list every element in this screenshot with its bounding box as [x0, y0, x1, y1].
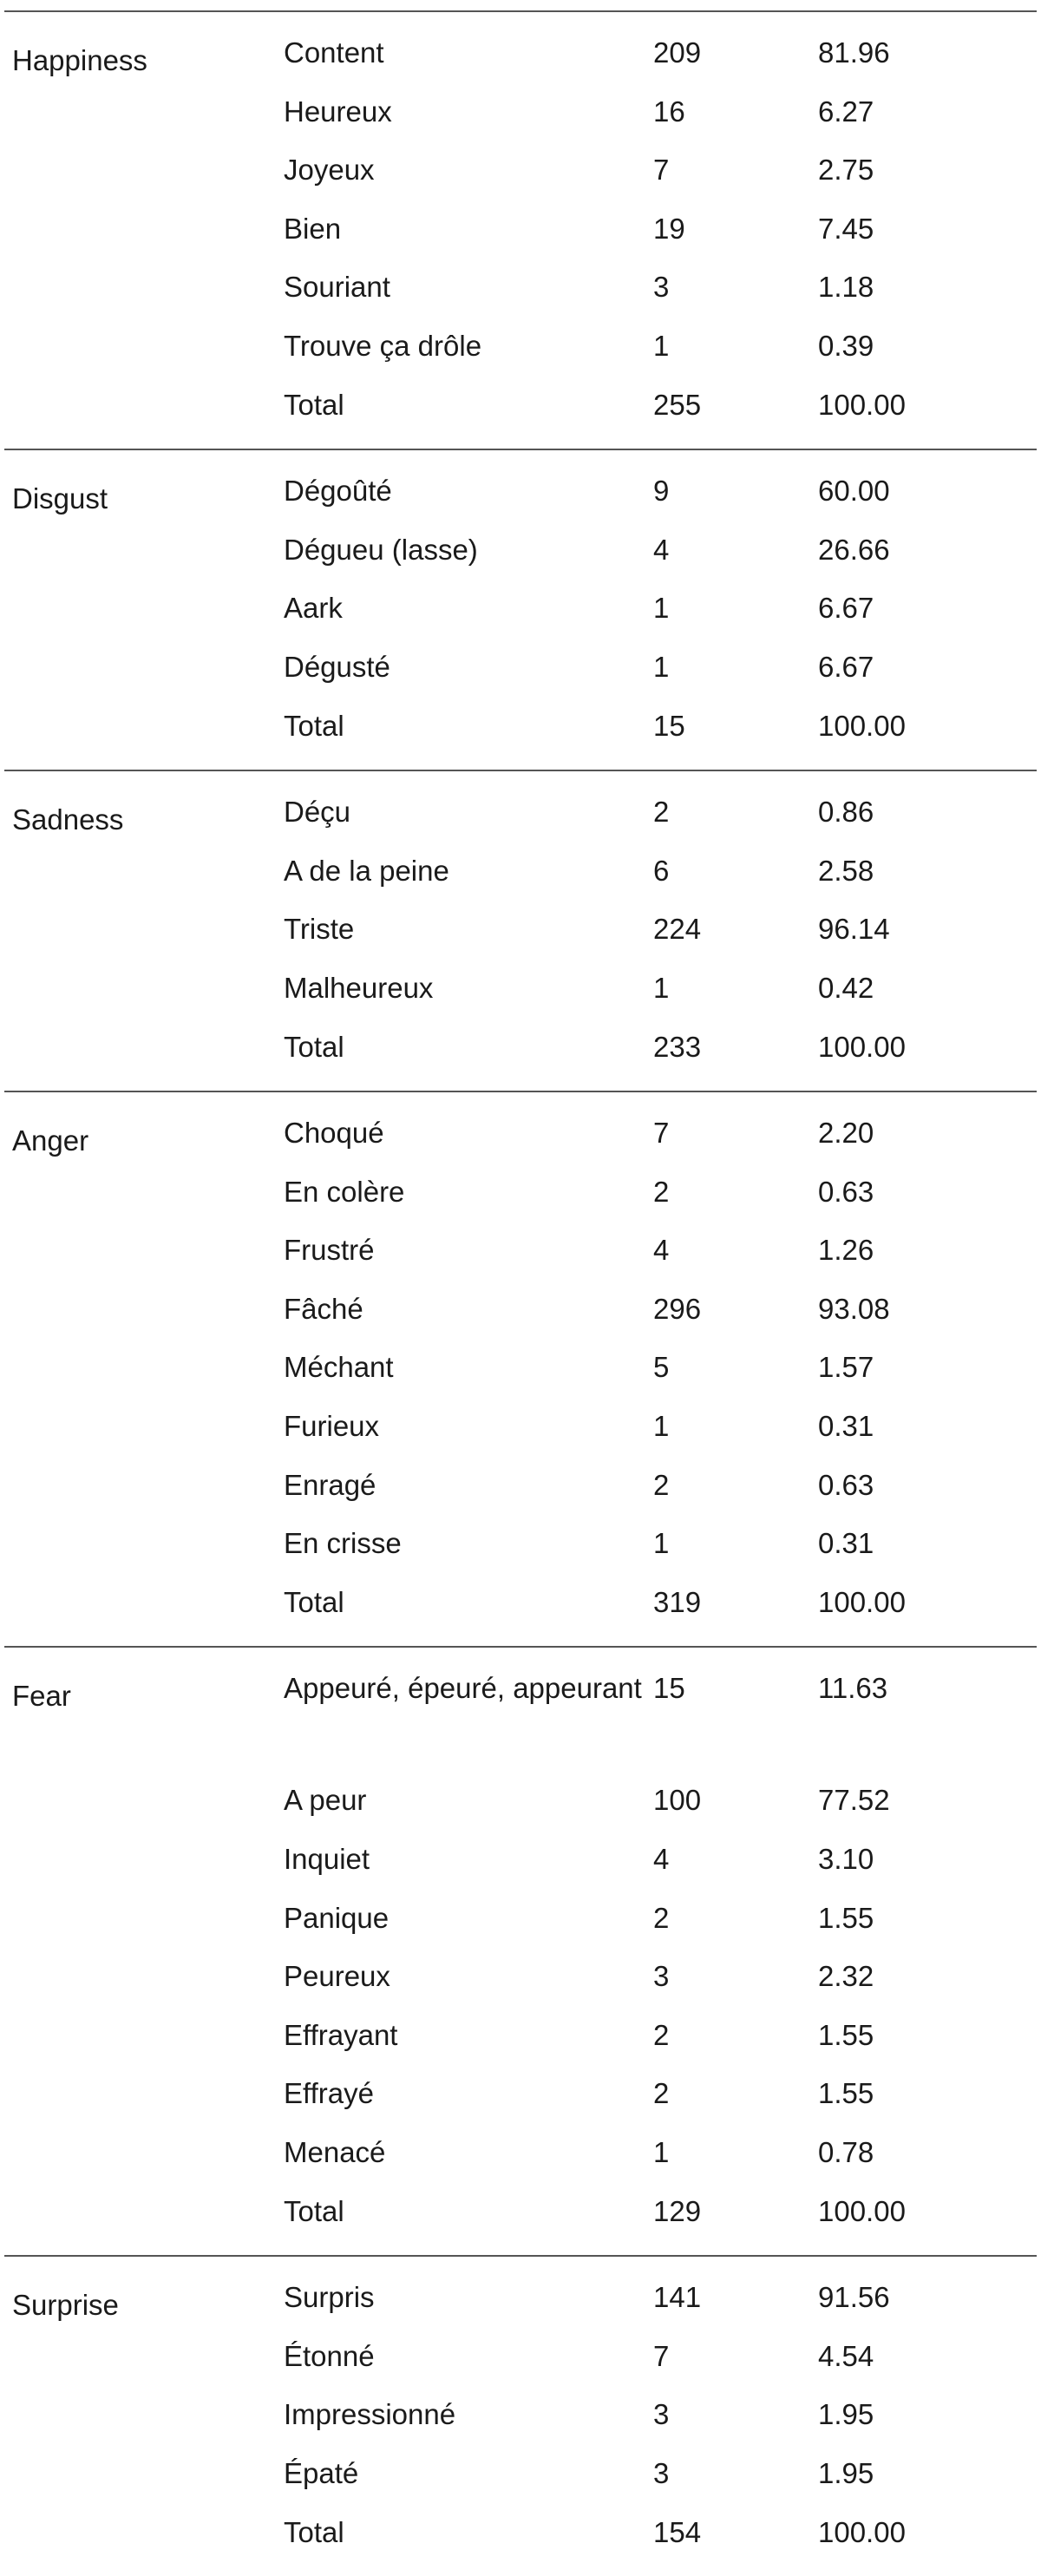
- emotion-word-table: [4, 0, 1037, 2576]
- count-cell: 2: [653, 1468, 670, 1501]
- count-cell: 15: [653, 709, 685, 742]
- percent-cell: 6.67: [818, 592, 874, 625]
- table-row: [4, 1164, 1037, 1223]
- percent-cell: 6.27: [818, 95, 874, 128]
- table-row: [4, 2066, 1037, 2125]
- count-cell: 1: [653, 1527, 670, 1560]
- word-cell: Panique: [284, 1901, 390, 1934]
- total-row: [4, 2184, 1037, 2243]
- table-row: [4, 843, 1037, 902]
- word-cell: Effrayé: [284, 2077, 374, 2110]
- percent-cell: 4.54: [818, 2339, 874, 2372]
- percent-cell: 81.96: [818, 36, 890, 69]
- percent-cell: 3.10: [818, 1843, 874, 1876]
- count-cell: 1: [653, 329, 670, 362]
- table-row: [4, 1458, 1037, 1517]
- emotion-label: Anger: [12, 1124, 89, 1157]
- emotion-group-disgust: [4, 449, 1037, 770]
- word-cell: Total: [284, 709, 344, 742]
- percent-cell: 1.18: [818, 271, 874, 304]
- percent-cell: 100.00: [818, 2515, 906, 2548]
- percent-cell: 0.78: [818, 2136, 874, 2168]
- count-cell: 5: [653, 1351, 670, 1384]
- word-cell: Dégueu (lasse): [284, 533, 478, 566]
- word-cell: Étonné: [284, 2339, 375, 2372]
- count-cell: 3: [653, 271, 670, 304]
- count-cell: 4: [653, 533, 670, 566]
- word-cell: Heureux: [284, 95, 392, 128]
- table-row: [4, 2270, 1037, 2329]
- table-row: [4, 463, 1037, 522]
- emotion-group-fear: [4, 1646, 1037, 2255]
- percent-cell: 26.66: [818, 533, 890, 566]
- table-row: [4, 1281, 1037, 1340]
- word-cell: Surpris: [284, 2281, 375, 2314]
- percent-cell: 0.31: [818, 1527, 874, 1560]
- table-row: [4, 142, 1037, 201]
- total-row: [4, 698, 1037, 757]
- count-cell: 7: [653, 2339, 670, 2372]
- count-cell: 233: [653, 1030, 702, 1063]
- word-cell: Frustré: [284, 1234, 375, 1267]
- word-cell: Fâché: [284, 1292, 363, 1325]
- table-row: [4, 25, 1037, 84]
- table-row: [4, 2387, 1037, 2446]
- emotion-group-surprise: [4, 2255, 1037, 2576]
- table-row: [4, 2008, 1037, 2067]
- count-cell: 2: [653, 1175, 670, 1208]
- count-cell: 7: [653, 1117, 670, 1150]
- count-cell: 19: [653, 212, 685, 245]
- word-cell: Dégusté: [284, 650, 390, 683]
- percent-cell: 96.14: [818, 913, 890, 946]
- percent-cell: 11.63: [818, 1672, 888, 1705]
- count-cell: 209: [653, 36, 702, 69]
- word-cell: Joyeux: [284, 154, 375, 187]
- count-cell: 2: [653, 2018, 670, 2051]
- table-row: [4, 259, 1037, 318]
- word-cell: Triste: [284, 913, 355, 946]
- count-cell: 1: [653, 592, 670, 625]
- table-row: [4, 1340, 1037, 1399]
- percent-cell: 93.08: [818, 1292, 890, 1325]
- word-cell: Peureux: [284, 1960, 390, 1993]
- word-cell: Bien: [284, 212, 342, 245]
- table-row: [4, 1516, 1037, 1575]
- table-row: [4, 580, 1037, 639]
- total-row: [4, 2505, 1037, 2564]
- count-cell: 319: [653, 1585, 702, 1618]
- percent-cell: 2.20: [818, 1117, 874, 1150]
- percent-cell: 100.00: [818, 709, 906, 742]
- count-cell: 3: [653, 2398, 670, 2431]
- percent-cell: 1.55: [818, 2018, 874, 2051]
- count-cell: 9: [653, 475, 670, 508]
- emotion-group-anger: [4, 1091, 1037, 1646]
- percent-cell: 1.55: [818, 2077, 874, 2110]
- emotion-label: Happiness: [12, 44, 147, 76]
- word-cell: Malheureux: [284, 971, 434, 1004]
- word-cell: A de la peine: [284, 854, 449, 887]
- emotion-label: Disgust: [12, 482, 108, 515]
- word-cell: Content: [284, 36, 384, 69]
- count-cell: 154: [653, 2515, 702, 2548]
- percent-cell: 100.00: [818, 2194, 906, 2227]
- percent-cell: 1.95: [818, 2456, 874, 2489]
- total-row: [4, 377, 1037, 436]
- word-cell: Enragé: [284, 1468, 376, 1501]
- word-cell: Souriant: [284, 271, 390, 304]
- total-row: [4, 1019, 1037, 1078]
- word-cell: Dégoûté: [284, 475, 392, 508]
- count-cell: 1: [653, 1410, 670, 1443]
- word-cell: Effrayant: [284, 2018, 398, 2051]
- word-cell: Choqué: [284, 1117, 384, 1150]
- word-cell: Total: [284, 2515, 344, 2548]
- count-cell: 7: [653, 154, 670, 187]
- count-cell: 129: [653, 2194, 702, 2227]
- count-cell: 16: [653, 95, 685, 128]
- count-cell: 100: [653, 1784, 702, 1817]
- percent-cell: 100.00: [818, 1030, 906, 1063]
- count-cell: 255: [653, 388, 702, 421]
- word-cell: En colère: [284, 1175, 405, 1208]
- count-cell: 15: [653, 1672, 685, 1705]
- count-cell: 4: [653, 1234, 670, 1267]
- table-row: [4, 84, 1037, 143]
- percent-cell: 1.26: [818, 1234, 874, 1267]
- percent-cell: 100.00: [818, 1585, 906, 1618]
- word-cell: Total: [284, 1585, 344, 1618]
- table-row: [4, 1105, 1037, 1164]
- word-cell: Impressionné: [284, 2398, 456, 2431]
- count-cell: 2: [653, 796, 670, 829]
- percent-cell: 77.52: [818, 1784, 890, 1817]
- count-cell: 3: [653, 1960, 670, 1993]
- table-row: [4, 1661, 1037, 1773]
- emotion-group-sadness: [4, 770, 1037, 1091]
- table-row: [4, 639, 1037, 698]
- word-cell: Total: [284, 388, 344, 421]
- percent-cell: 0.63: [818, 1175, 874, 1208]
- count-cell: 2: [653, 1901, 670, 1934]
- percent-cell: 91.56: [818, 2281, 890, 2314]
- count-cell: 224: [653, 913, 702, 946]
- table-row: [4, 784, 1037, 843]
- table-row: [4, 960, 1037, 1019]
- count-cell: 1: [653, 650, 670, 683]
- table-row: [4, 1399, 1037, 1458]
- word-cell: Méchant: [284, 1351, 394, 1384]
- word-cell: Épaté: [284, 2456, 359, 2489]
- table-row: [4, 2329, 1037, 2388]
- percent-cell: 1.55: [818, 1901, 874, 1934]
- percent-cell: 0.42: [818, 971, 874, 1004]
- table-row: [4, 2446, 1037, 2505]
- word-cell: Appeuré, épeuré, appeurant: [284, 1672, 642, 1705]
- word-cell: Total: [284, 1030, 344, 1063]
- percent-cell: 2.75: [818, 154, 874, 187]
- word-cell: Trouve ça drôle: [284, 329, 482, 362]
- percent-cell: 0.31: [818, 1410, 874, 1443]
- emotion-group-happiness: [4, 10, 1037, 449]
- percent-cell: 0.63: [818, 1468, 874, 1501]
- table-row: [4, 318, 1037, 377]
- percent-cell: 0.86: [818, 796, 874, 829]
- table-row: [4, 1949, 1037, 2008]
- word-cell: Déçu: [284, 796, 351, 829]
- table-row: [4, 1832, 1037, 1891]
- emotion-label: Fear: [12, 1680, 71, 1713]
- percent-cell: 2.58: [818, 854, 874, 887]
- percent-cell: 1.95: [818, 2398, 874, 2431]
- percent-cell: 0.39: [818, 329, 874, 362]
- count-cell: 2: [653, 2077, 670, 2110]
- table-row: [4, 2125, 1037, 2184]
- percent-cell: 2.32: [818, 1960, 874, 1993]
- word-cell: A peur: [284, 1784, 367, 1817]
- count-cell: 3: [653, 2456, 670, 2489]
- emotion-label: Sadness: [12, 803, 124, 836]
- count-cell: 4: [653, 1843, 670, 1876]
- table-row: [4, 201, 1037, 260]
- emotion-label: Surprise: [12, 2289, 119, 2322]
- word-cell: Aark: [284, 592, 343, 625]
- table-row: [4, 901, 1037, 960]
- word-cell: Menacé: [284, 2136, 386, 2168]
- count-cell: 6: [653, 854, 670, 887]
- table-row: [4, 522, 1037, 581]
- table-row: [4, 1222, 1037, 1281]
- count-cell: 296: [653, 1292, 702, 1325]
- percent-cell: 1.57: [818, 1351, 874, 1384]
- count-cell: 141: [653, 2281, 702, 2314]
- table-row: [4, 1891, 1037, 1950]
- word-cell: Furieux: [284, 1410, 380, 1443]
- word-cell: En crisse: [284, 1527, 402, 1560]
- count-cell: 1: [653, 971, 670, 1004]
- percent-cell: 7.45: [818, 212, 874, 245]
- table-row: [4, 1773, 1037, 1832]
- word-cell: Inquiet: [284, 1843, 370, 1876]
- total-row: [4, 1575, 1037, 1634]
- percent-cell: 60.00: [818, 475, 890, 508]
- count-cell: 1: [653, 2136, 670, 2168]
- word-cell: Total: [284, 2194, 344, 2227]
- percent-cell: 100.00: [818, 388, 906, 421]
- percent-cell: 6.67: [818, 650, 874, 683]
